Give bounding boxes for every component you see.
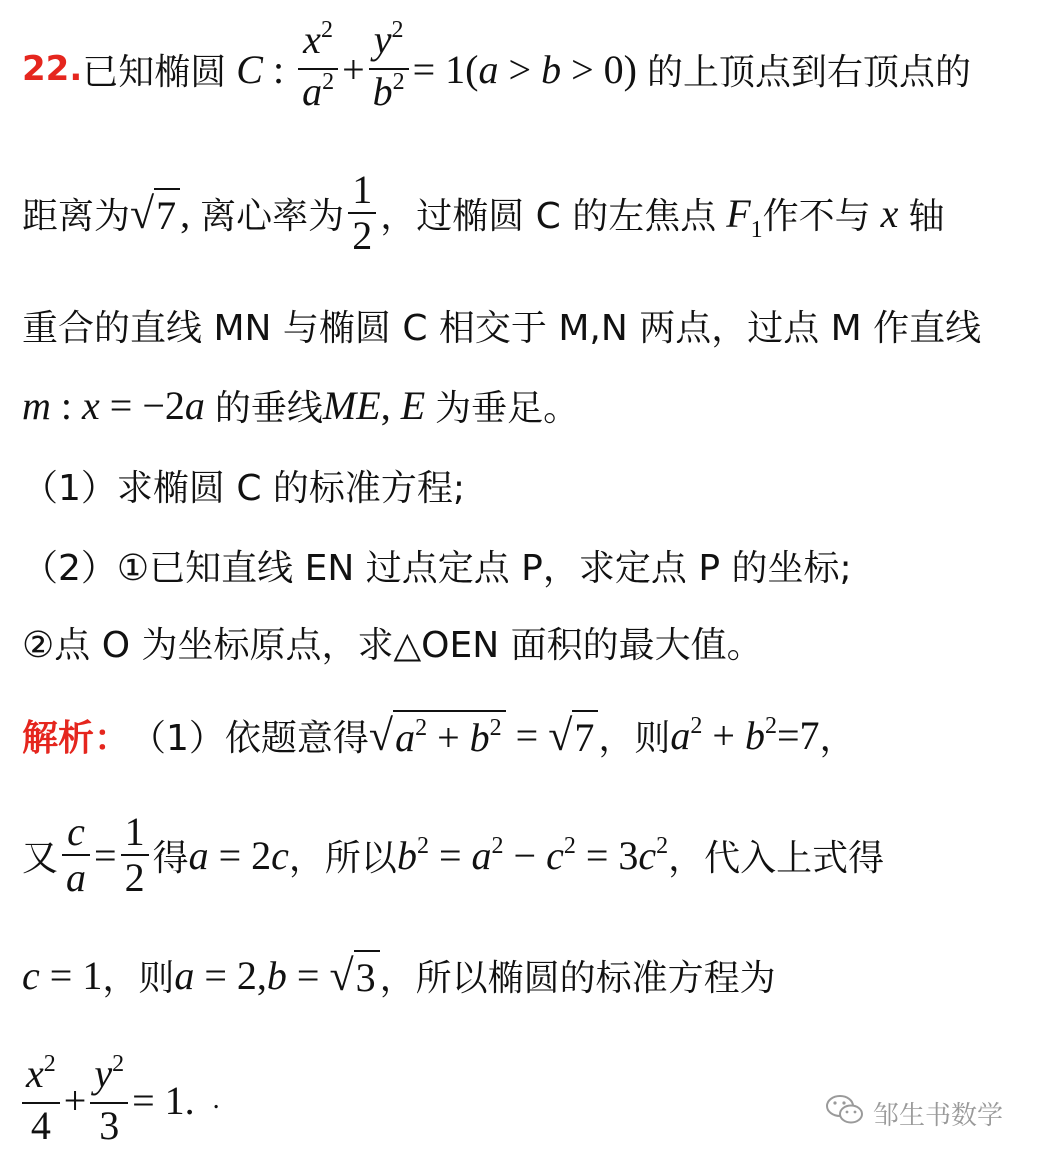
watermark	[825, 1093, 1003, 1134]
plus-2: +	[63, 1077, 87, 1123]
text-1b: 的上顶点到右顶点的	[646, 51, 971, 93]
question-1	[22, 455, 465, 515]
text-s3b: ，所以椭圆的标准方程为	[379, 957, 776, 999]
text-s2b: 得	[152, 837, 189, 879]
text-1a: 已知椭圆	[82, 51, 227, 93]
problem-line-3	[22, 295, 981, 355]
plus: +	[342, 46, 365, 92]
text-4b: 为垂足。	[435, 387, 580, 429]
text-2e: 轴	[908, 195, 945, 237]
colon: :	[262, 46, 295, 92]
math-ME-E: ME	[322, 382, 381, 428]
text-q2: （2）①已知直线 EN 过点定点 P，求定点 P 的坐标;	[22, 547, 852, 589]
solution-line-2	[22, 800, 884, 910]
text-s2a: 又	[22, 837, 59, 879]
watermark-text: 邹生书数学	[873, 1101, 1004, 1131]
text-s1a: （1）依题意得	[130, 717, 369, 759]
frac-y2-3: $\frac{y^2}{3}$	[90, 1052, 128, 1148]
frac-c-a: $\frac{c}{a}$	[62, 810, 90, 900]
math-comma: ,	[380, 382, 401, 428]
eq-sign-2: =	[94, 832, 117, 878]
math-a-2c: a = 2c	[188, 832, 289, 878]
sqrt-7-b: √ 7	[548, 710, 598, 761]
solution-label: 解析：	[22, 717, 131, 759]
text-s1b: ，则	[598, 717, 671, 759]
text-2a: 距离为	[22, 195, 131, 237]
math-E: E	[400, 382, 426, 428]
eq-sign: =	[505, 712, 549, 758]
math-c-1: c = 1	[22, 952, 103, 998]
dot-trail: .	[212, 1084, 220, 1115]
math-F1: $F_1$	[726, 190, 763, 243]
text-q1: （1）求椭圆 C 的标准方程;	[22, 467, 466, 509]
problem-line-1	[22, 14, 971, 124]
math-b2-3c2: $b^2 = a^2 - c^2 = 3c^2$	[396, 832, 669, 878]
frac-x2-4: $\frac{x^2}{4}$	[22, 1052, 60, 1148]
math-C: C	[236, 46, 263, 92]
frac-y2-b2: $\frac{y^2}{b^2}$	[369, 18, 409, 120]
frac-1-2: $\frac{1}{2}$	[348, 168, 376, 258]
text-3: 重合的直线 MN 与椭圆 C 相交于 M,N 两点，过点 M 作直线	[22, 307, 982, 349]
text-2c: ，过椭圆 C 的左焦点	[380, 195, 717, 237]
comma: ,	[180, 190, 191, 236]
math-a-2-b: a = 2,b =	[174, 952, 330, 998]
problem-line-2	[22, 158, 944, 268]
text-2b: 离心率为	[200, 195, 345, 237]
problem-line-4	[22, 375, 579, 435]
text-s2c: ，所以	[288, 837, 397, 879]
text-q3: ②点 O 为坐标原点，求△OEN 面积的最大值。	[22, 624, 763, 666]
eq-1: = 1	[132, 1077, 185, 1123]
text-2d: 作不与	[762, 195, 871, 237]
comma-s1: ，	[819, 717, 856, 759]
sqrt-7: √ 7	[130, 188, 180, 239]
math-a2-b2-7: $a^2 + b^2=7$	[670, 712, 820, 758]
question-2	[22, 535, 852, 595]
frac-1-2-b: $\frac{1}{2}$	[121, 810, 149, 900]
wechat-icon	[825, 1093, 873, 1134]
eq-condition: = 1(a > b > 0)	[412, 46, 637, 92]
sqrt-3: √ 3	[329, 950, 379, 1001]
problem-number: 22.	[22, 49, 83, 89]
solution-line-1	[22, 695, 856, 775]
solution-line-3	[22, 945, 776, 1005]
math-line-m-eq: : x = −2a	[50, 382, 205, 428]
text-s2d: ，代入上式得	[668, 837, 885, 879]
math-line-m: m	[22, 382, 51, 428]
solution-line-4	[22, 1045, 220, 1155]
math-x: x	[880, 190, 899, 236]
sqrt-a2-b2: √ $a^2 + b^2$	[369, 710, 506, 761]
text-s3a: ，则	[102, 957, 175, 999]
frac-x2-a2: $\frac{x^2}{a^2}$	[298, 18, 338, 120]
question-3	[22, 612, 763, 672]
text-4a: 的垂线	[214, 387, 323, 429]
text-s4-end: .	[184, 1077, 195, 1123]
